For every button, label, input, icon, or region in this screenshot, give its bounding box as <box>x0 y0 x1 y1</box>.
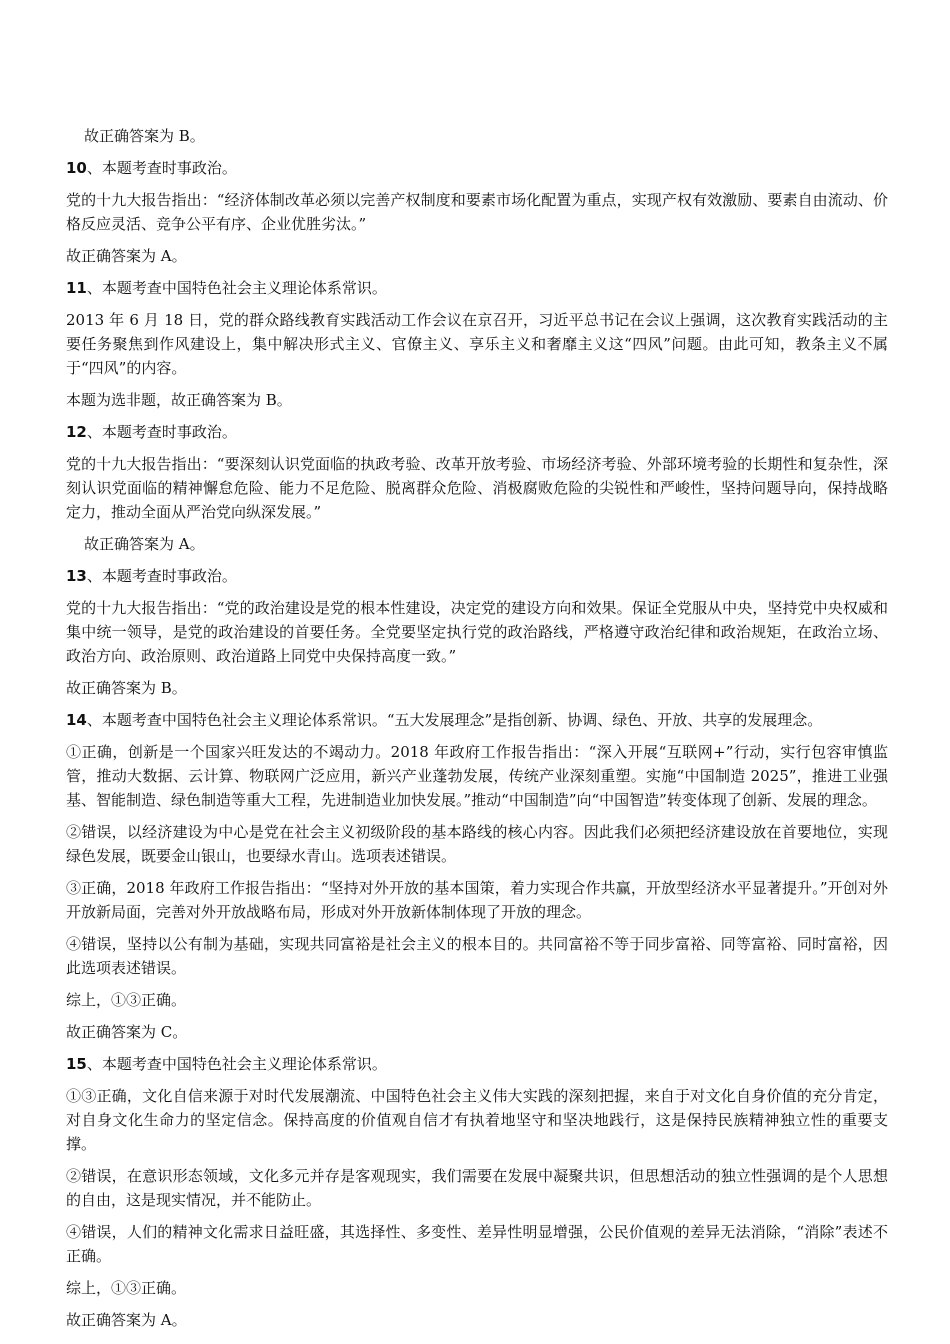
answer-paragraph <box>66 988 888 1012</box>
paragraph-text: ④错误，人们的精神文化需求日益旺盛，其选择性、多变性、差异性明显增强，公民价值观的差异无法消除，“消除”表述不正确。 <box>66 1223 888 1265</box>
answer-paragraph <box>66 932 888 980</box>
answer-paragraph <box>66 1220 888 1268</box>
answer-paragraph <box>66 596 888 668</box>
paragraph-text: 、本题考查中国特色社会主义理论体系常识。 <box>86 1055 387 1073</box>
document-page <box>66 124 888 1340</box>
question-heading <box>66 420 888 444</box>
paragraph-text: 故正确答案为 C。 <box>66 1023 188 1041</box>
answer-paragraph <box>66 124 888 148</box>
answer-paragraph <box>66 1308 888 1332</box>
paragraph-text: 综上，①③正确。 <box>66 1279 187 1297</box>
paragraph-text: 2013 年 6 月 18 日，党的群众路线教育实践活动工作会议在京召开，习近平总书记在会议上强调，这次教育实践活动的主要任务聚焦到作风建设上，集中解决形式主义、官僚主义、享乐主义和奢靡主义这“四风”问题。由此可知，教条主义不属于“四风”的内容。 <box>66 311 888 377</box>
paragraph-text: 党的十九大报告指出：“经济体制改革必须以完善产权制度和要素市场化配置为重点，实现产权有效激励、要素自由流动、价格反应灵活、竞争公平有序、企业优胜劣汰。” <box>66 191 888 233</box>
question-heading <box>66 564 888 588</box>
answer-paragraph <box>66 308 888 380</box>
paragraph-text: ②错误，以经济建设为中心是党在社会主义初级阶段的基本路线的核心内容。因此我们必须把经济建设放在首要地位，实现绿色发展，既要金山银山，也要绿水青山。选项表述错误。 <box>66 823 888 865</box>
question-number: 14 <box>66 711 87 729</box>
paragraph-text: 本题为选非题，故正确答案为 B。 <box>66 391 292 409</box>
paragraph-text: ①正确，创新是一个国家兴旺发达的不竭动力。2018 年政府工作报告指出：“深入开展“互联网+”行动，实行包容审慎监管，推动大数据、云计算、物联网广泛应用，新兴产业蓬勃发展，传统产业深刻重塑。实施“中国制造 2025”，推进工业强基、智能制造、绿色制造等重大工程，先进制造业加快发展。”推动“中国制造”向“中国智造”转变体现了创新、发展的理念。 <box>66 743 888 809</box>
question-heading <box>66 276 888 300</box>
answer-paragraph <box>66 188 888 236</box>
paragraph-text: ③正确，2018 年政府工作报告指出：“坚持对外开放的基本国策，着力实现合作共赢，开放型经济水平显著提升。”开创对外开放新局面，完善对外开放战略布局，形成对外开放新体制体现了开放的理念。 <box>66 879 888 921</box>
question-number: 10 <box>66 159 87 177</box>
answer-paragraph <box>66 244 888 268</box>
answer-paragraph <box>66 676 888 700</box>
paragraph-text: 综上，①③正确。 <box>66 991 187 1009</box>
paragraph-text: 故正确答案为 A。 <box>66 1311 187 1329</box>
paragraph-text: 、本题考查时事政治。 <box>86 423 237 441</box>
answer-paragraph <box>66 820 888 868</box>
paragraph-text: 故正确答案为 A。 <box>66 247 187 265</box>
paragraph-text: 故正确答案为 A。 <box>84 535 205 553</box>
question-heading <box>66 1052 888 1076</box>
question-number: 11 <box>66 279 87 297</box>
paragraph-text: 、本题考查时事政治。 <box>86 567 237 585</box>
paragraph-text: 故正确答案为 B。 <box>66 679 187 697</box>
answer-paragraph <box>66 388 888 412</box>
answer-paragraph <box>66 452 888 524</box>
answer-paragraph <box>66 1164 888 1212</box>
paragraph-text: 、本题考查中国特色社会主义理论体系常识。 <box>86 279 387 297</box>
answer-paragraph <box>66 1020 888 1044</box>
question-heading <box>66 156 888 180</box>
paragraph-text: ④错误，坚持以公有制为基础，实现共同富裕是社会主义的根本目的。共同富裕不等于同步富裕、同等富裕、同时富裕，因此选项表述错误。 <box>66 935 888 977</box>
answer-paragraph <box>66 532 888 556</box>
paragraph-text: ①③正确，文化自信来源于对时代发展潮流、中国特色社会主义伟大实践的深刻把握，来自于对文化自身价值的充分肯定，对自身文化生命力的坚定信念。保持高度的价值观自信才有执着地坚守和坚决地践行，这是保持民族精神独立性的重要支撑。 <box>66 1087 888 1153</box>
question-heading <box>66 708 888 732</box>
paragraph-text: 党的十九大报告指出：“要深刻认识党面临的执政考验、改革开放考验、市场经济考验、外部环境考验的长期性和复杂性，深刻认识党面临的精神懈怠危险、能力不足危险、脱离群众危险、消极腐败危险的尖锐性和严峻性，坚持问题导向，保持战略定力，推动全面从严治党向纵深发展。” <box>66 455 888 521</box>
paragraph-text: 、本题考查中国特色社会主义理论体系常识。“五大发展理念”是指创新、协调、绿色、开放、共享的发展理念。 <box>86 711 823 729</box>
paragraph-text: ②错误，在意识形态领域，文化多元并存是客观现实，我们需要在发展中凝聚共识，但思想活动的独立性强调的是个人思想的自由，这是现实情况，并不能防止。 <box>66 1167 888 1209</box>
paragraph-text: 故正确答案为 B。 <box>84 127 205 145</box>
answer-paragraph <box>66 876 888 924</box>
answer-paragraph <box>66 1276 888 1300</box>
paragraph-text: 党的十九大报告指出：“党的政治建设是党的根本性建设，决定党的建设方向和效果。保证全党服从中央，坚持党中央权威和集中统一领导，是党的政治建设的首要任务。全党要坚定执行党的政治路线，严格遵守政治纪律和政治规矩，在政治立场、政治方向、政治原则、政治道路上同党中央保持高度一致。” <box>66 599 888 665</box>
answer-paragraph <box>66 740 888 812</box>
answer-paragraph <box>66 1084 888 1156</box>
question-number: 15 <box>66 1055 87 1073</box>
paragraph-text: 、本题考查时事政治。 <box>86 159 237 177</box>
question-number: 13 <box>66 567 87 585</box>
question-number: 12 <box>66 423 87 441</box>
